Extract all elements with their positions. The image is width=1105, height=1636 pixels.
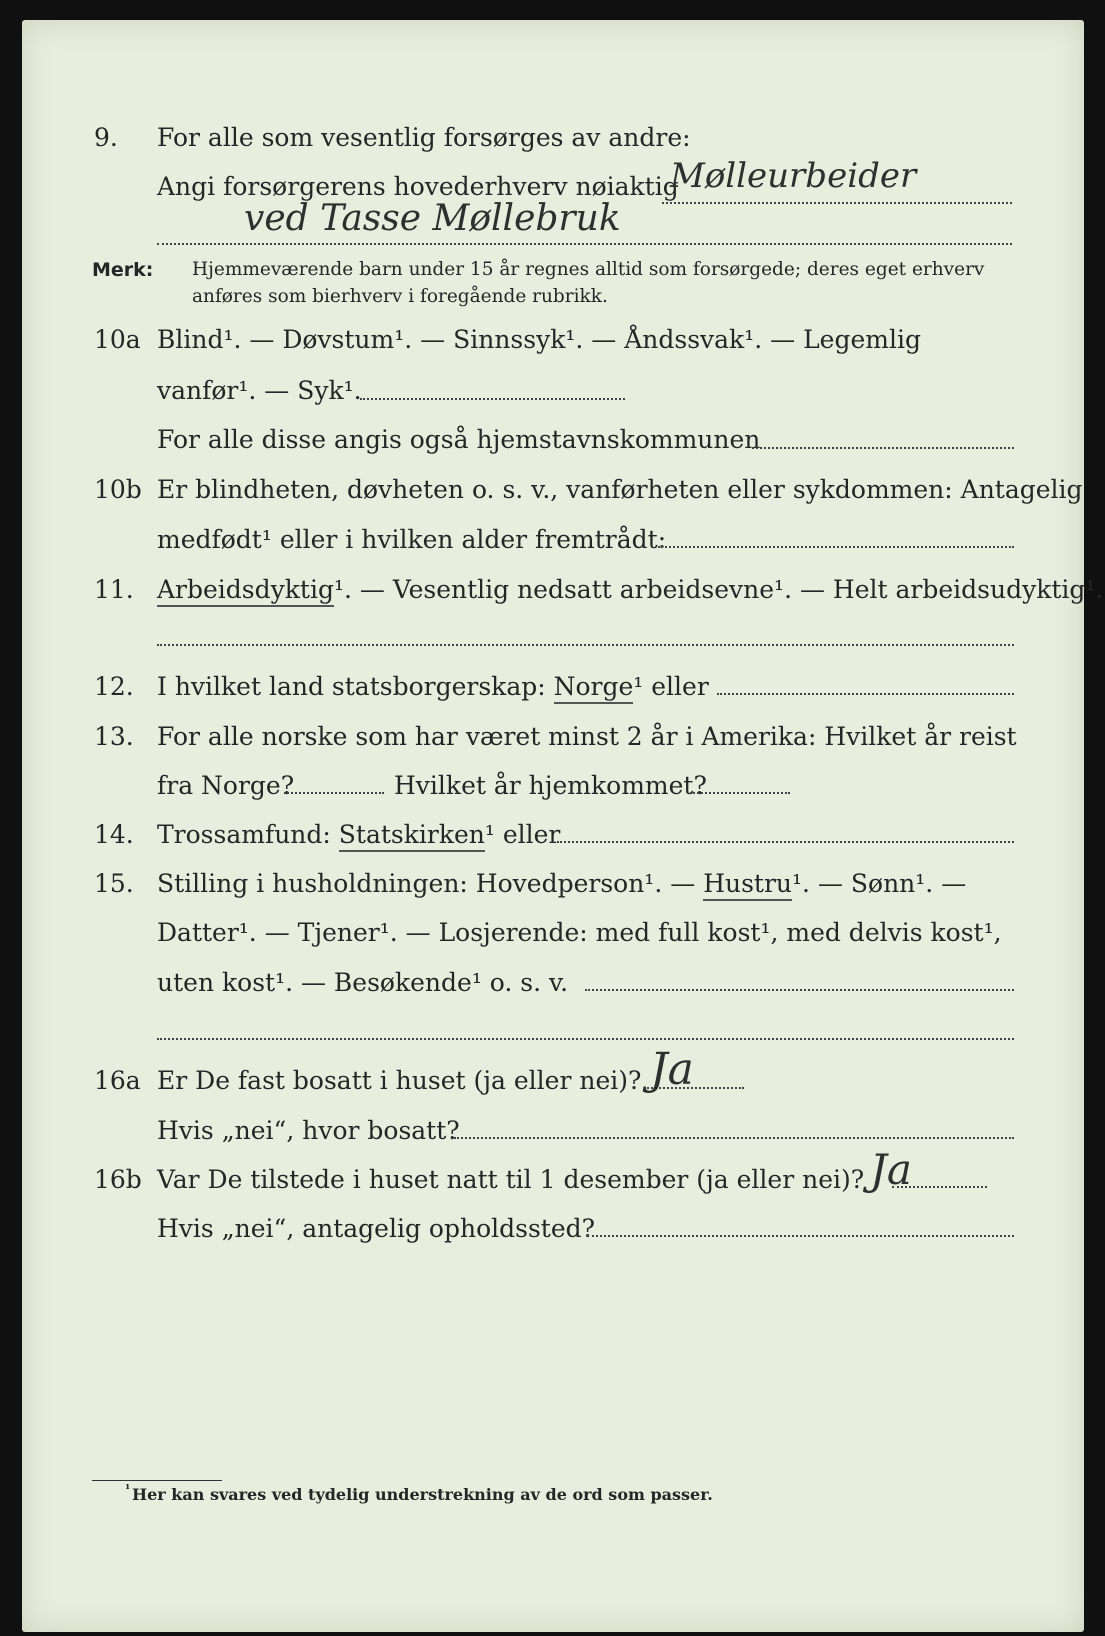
q15-blank-line[interactable]	[157, 1038, 1014, 1040]
q10b-alder-field[interactable]	[658, 546, 1014, 548]
q12-post: ¹ eller	[633, 672, 709, 701]
footnote-mark: ¹	[125, 1482, 131, 1496]
q16a-line1: Er De fast bosatt i huset (ja eller nei)?	[157, 1066, 642, 1095]
q16a-handwritten-answer: Ja	[650, 1044, 694, 1095]
q12-line	[157, 672, 709, 702]
q9-line2: Angi forsørgerens hovederhverv nøiaktig	[157, 172, 679, 201]
q16b-line1: Var De tilstede i huset natt til 1 desember (ja eller nei)?	[157, 1165, 865, 1194]
q15-line2: Datter¹. — Tjener¹. — Losjerende: med full kost¹, med delvis kost¹,	[157, 918, 1002, 947]
q10a-syk-field[interactable]	[360, 398, 625, 400]
q11-line	[157, 575, 1103, 605]
q15-line3: uten kost¹. — Besøkende¹ o. s. v.	[157, 968, 569, 997]
q14-pre: Trossamfund:	[157, 820, 331, 849]
q9-answer-line2[interactable]	[157, 243, 1012, 245]
q10b-line1: Er blindheten, døvheten o. s. v., vanførheten eller sykdommen: Antagelig	[157, 475, 1083, 504]
q10a-hjemstavn-field[interactable]	[752, 447, 1014, 449]
q15-line1	[157, 869, 966, 899]
q16b-opholdssted-field[interactable]	[587, 1235, 1014, 1237]
footnote-text: Her kan svares ved tydelig understrekning av de ord som passer.	[132, 1485, 713, 1504]
q11-blank-line[interactable]	[157, 644, 1014, 646]
q15-underlined-answer[interactable]: Hustru	[703, 869, 792, 901]
q16a-number: 16a	[94, 1066, 141, 1095]
q16b-handwritten-answer: Ja	[870, 1145, 912, 1194]
q15-other-field[interactable]	[585, 989, 1014, 991]
q11-underlined-answer[interactable]: Arbeidsdyktig	[157, 575, 334, 607]
q16a-bosatt-field[interactable]	[454, 1137, 1014, 1139]
q15-line1a: Stilling i husholdningen: Hovedperson¹. —	[157, 869, 696, 898]
q10a-line3: For alle disse angis også hjemstavnskommunen	[157, 425, 761, 454]
q9-answer-line1[interactable]	[662, 202, 1012, 204]
q12-underlined-answer[interactable]: Norge	[554, 672, 634, 704]
merk-label: Merk:	[92, 259, 154, 281]
q9-number: 9.	[94, 123, 118, 152]
q14-other-field[interactable]	[557, 841, 1014, 843]
q9-handwritten-answer1: Mølleurbeider	[670, 156, 917, 196]
q14-underlined-answer[interactable]: Statskirken	[339, 820, 485, 852]
q10a-line2: vanfør¹. — Syk¹.	[157, 376, 362, 405]
q11-rest: ¹. — Vesentlig nedsatt arbeidsevne¹. — Helt arbeidsudyktig¹.	[333, 575, 1104, 604]
q11-number: 11.	[94, 575, 134, 604]
q12-pre: I hvilket land statsborgerskap:	[157, 672, 546, 701]
q13-line1: For alle norske som har været minst 2 år i Amerika: Hvilket år reist	[157, 722, 1017, 751]
q15-number: 15.	[94, 869, 134, 898]
q15-line1b: ¹. — Sønn¹. —	[792, 869, 967, 898]
q13-line2b: Hvilket år hjemkommet?	[394, 771, 707, 800]
q13-line2a: fra Norge?	[157, 771, 295, 800]
q12-other-field[interactable]	[717, 693, 1014, 695]
q16a-line2: Hvis „nei“, hvor bosatt?	[157, 1116, 460, 1145]
q14-line	[157, 820, 560, 850]
q12-number: 12.	[94, 672, 134, 701]
q9-line1: For alle som vesentlig forsørges av andre:	[157, 123, 691, 152]
q13-reist-field[interactable]	[284, 792, 384, 794]
q16b-line2: Hvis „nei“, antagelig opholdssted?	[157, 1214, 596, 1243]
merk-line2: anføres som bierhverv i foregående rubrikk.	[192, 286, 608, 307]
q14-post: ¹ eller	[484, 820, 561, 849]
q10a-line1: Blind¹. — Døvstum¹. — Sinnssyk¹. — Åndssvak¹. — Legemlig	[157, 325, 921, 354]
q13-number: 13.	[94, 722, 134, 751]
q10b-number: 10b	[94, 475, 142, 504]
q9-handwritten-answer2: ved Tasse Møllebruk	[244, 198, 621, 239]
q14-number: 14.	[94, 820, 134, 849]
footnote-divider	[92, 1480, 222, 1481]
q16b-number: 16b	[94, 1165, 142, 1194]
census-form-page	[22, 20, 1104, 1632]
merk-line1: Hjemmeværende barn under 15 år regnes alltid som forsørgede; deres eget erhverv	[192, 259, 985, 280]
q13-hjemkommet-field[interactable]	[690, 792, 790, 794]
q10a-number: 10a	[94, 325, 141, 354]
q10b-line2: medfødt¹ eller i hvilken alder fremtrådt:	[157, 525, 667, 554]
